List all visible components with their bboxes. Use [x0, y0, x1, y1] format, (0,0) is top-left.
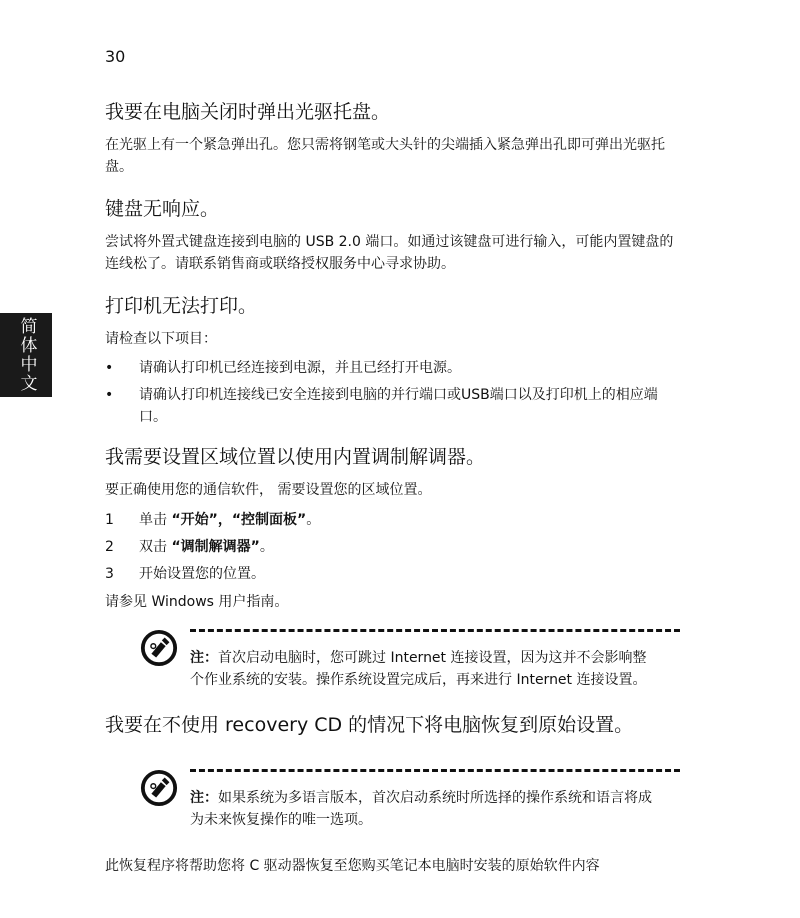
step-prefix: 单击: [139, 512, 172, 528]
note-label: 注：: [190, 790, 218, 806]
printer-intro: 请检查以下项目：: [105, 331, 217, 347]
eject-body: 在光驱上有一个紧急弹出孔。您只需将钢笔或大头针的尖端插入紧急弹出孔即可弹出光驱托盘。: [105, 137, 665, 175]
note-text: [190, 787, 660, 831]
recovery-heading: 我要在不使用 recovery CD 的情况下将电脑恢复到原始设置。: [105, 714, 634, 736]
see-also: 请参见 Windows 用户指南。: [105, 594, 289, 610]
note-divider: [190, 629, 680, 632]
note-label: 注：: [190, 650, 218, 666]
recovery-body: 此恢复程序将帮助您将 C 驱动器恢复至您购买笔记本电脑时安装的原始软件内容: [105, 858, 600, 874]
note-text: [190, 647, 660, 691]
step-number: 2: [105, 539, 114, 555]
step-prefix: 开始设置您的位置。: [139, 566, 265, 582]
modem-heading: 我需要设置区域位置以使用内置调制解调器。: [105, 446, 486, 468]
page-content: [105, 98, 685, 877]
page-number: 30: [105, 47, 126, 66]
note-pen-icon: [140, 629, 178, 667]
bullet: •: [105, 360, 114, 376]
language-side-tab-label: 简体中文: [16, 317, 37, 393]
modem-steps: [105, 509, 685, 585]
eject-heading: 我要在电脑关闭时弹出光驱托盘。: [105, 101, 391, 123]
printer-checklist: [105, 357, 685, 428]
step-bold: “调制解调器”: [171, 539, 260, 555]
step-suffix: 。: [259, 539, 274, 555]
list-item-text: 请确认打印机已经连接到电源，并且已经打开电源。: [139, 360, 461, 376]
keyboard-body: 尝试将外置式键盘连接到电脑的 USB 2.0 端口。如通过该键盘可进行输入，可能内置键盘的连线松了。请联系销售商或联络授权服务中心寻求协助。: [105, 234, 674, 272]
step-number: 1: [105, 512, 114, 528]
list-item: [105, 357, 685, 379]
note-divider: [190, 769, 680, 772]
step-item: [105, 536, 685, 558]
step-item: [105, 509, 685, 531]
note-body: 如果系统为多语言版本，首次启动系统时所选择的操作系统和语言将成为未来恢复操作的唯一选项。: [190, 790, 652, 828]
step-number: 3: [105, 566, 114, 582]
list-item-text: 请确认打印机连接线已安全连接到电脑的并行端口或USB端口以及打印机上的相应端口。: [139, 387, 658, 425]
keyboard-heading: 键盘无响应。: [105, 198, 220, 220]
language-side-tab: [0, 313, 52, 397]
note-pen-icon: [140, 769, 178, 807]
modem-note: [140, 629, 685, 691]
step-prefix: 双击: [139, 539, 172, 555]
bullet: •: [105, 387, 114, 403]
recovery-note: [140, 769, 685, 831]
printer-heading: 打印机无法打印。: [105, 295, 258, 317]
step-bold: “开始”，“控制面板”: [171, 512, 307, 528]
list-item: [105, 384, 685, 428]
note-body: 首次启动电脑时，您可跳过 Internet 连接设置，因为这并不会影响整个作业系统的安装。操作系统设置完成后，再来进行 Internet 连接设置。: [190, 650, 647, 688]
step-item: [105, 563, 685, 585]
modem-intro: 要正确使用您的通信软件， 需要设置您的区域位置。: [105, 482, 432, 498]
step-suffix: 。: [306, 512, 321, 528]
